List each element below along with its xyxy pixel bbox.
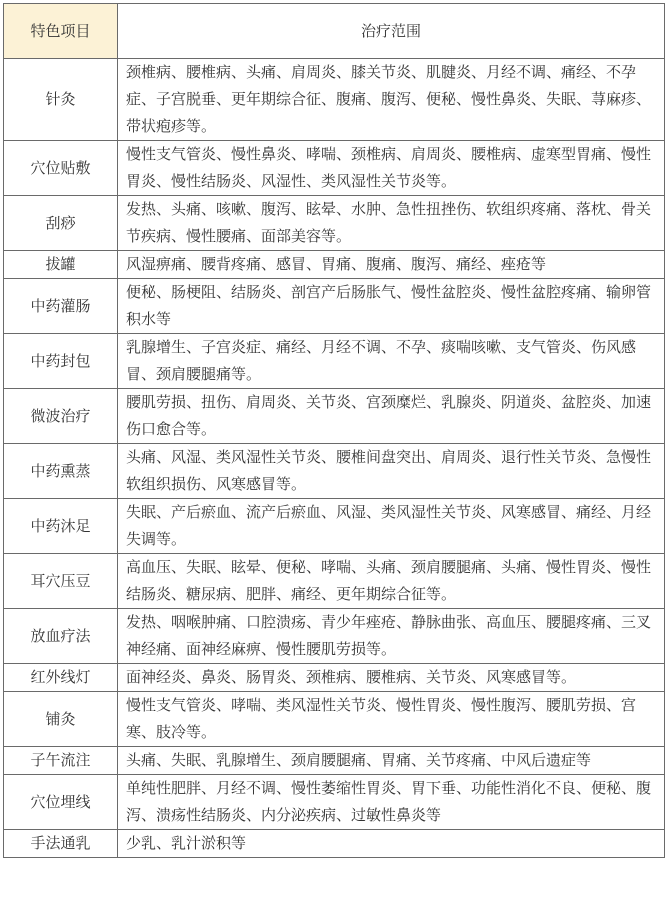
table-row: [4, 609, 665, 664]
table-row: [4, 279, 665, 334]
table-row: [4, 59, 665, 141]
header-treatment-scope: 治疗范围: [118, 4, 665, 59]
project-name-cell: 铺灸: [4, 692, 118, 747]
treatment-scope-cell: 发热、头痛、咳嗽、腹泻、眩晕、水肿、急性扭挫伤、软组织疼痛、落枕、骨关节疾病、慢性腰痛、面部美容等。: [118, 196, 665, 251]
project-name-cell: 中药沐足: [4, 499, 118, 554]
treatment-scope-cell: 慢性支气管炎、慢性鼻炎、哮喘、颈椎病、肩周炎、腰椎病、虚寒型胃痛、慢性胃炎、慢性结肠炎、风湿性、类风湿性关节炎等。: [118, 141, 665, 196]
project-name-cell: 针灸: [4, 59, 118, 141]
header-project-name: 特色项目: [4, 4, 118, 59]
project-name-cell: 微波治疗: [4, 389, 118, 444]
table-row: [4, 664, 665, 692]
treatment-scope-cell: 发热、咽喉肿痛、口腔溃疡、青少年痤疮、静脉曲张、高血压、腰腿疼痛、三叉神经痛、面神经麻痹、慢性腰肌劳损等。: [118, 609, 665, 664]
table-row: [4, 444, 665, 499]
table-row: [4, 830, 665, 858]
project-name-cell: 耳穴压豆: [4, 554, 118, 609]
table-row: [4, 554, 665, 609]
project-name-cell: 穴位贴敷: [4, 141, 118, 196]
treatment-scope-cell: 腰肌劳损、扭伤、肩周炎、关节炎、宫颈糜烂、乳腺炎、阴道炎、盆腔炎、加速伤口愈合等。: [118, 389, 665, 444]
treatment-scope-cell: 便秘、肠梗阻、结肠炎、剖宫产后肠胀气、慢性盆腔炎、慢性盆腔疼痛、输卵管积水等: [118, 279, 665, 334]
table-row: [4, 251, 665, 279]
project-name-cell: 中药封包: [4, 334, 118, 389]
treatment-scope-cell: 头痛、风湿、类风湿性关节炎、腰椎间盘突出、肩周炎、退行性关节炎、急慢性软组织损伤、风寒感冒等。: [118, 444, 665, 499]
table-row: [4, 196, 665, 251]
table-row: [4, 775, 665, 830]
treatment-scope-cell: 颈椎病、腰椎病、头痛、肩周炎、膝关节炎、肌腱炎、月经不调、痛经、不孕症、子宫脱垂、更年期综合征、腹痛、腹泻、便秘、慢性鼻炎、失眠、荨麻疹、带状疱疹等。: [118, 59, 665, 141]
treatment-scope-cell: 慢性支气管炎、哮喘、类风湿性关节炎、慢性胃炎、慢性腹泻、腰肌劳损、宫寒、肢冷等。: [118, 692, 665, 747]
project-name-cell: 中药熏蒸: [4, 444, 118, 499]
project-name-cell: 拔罐: [4, 251, 118, 279]
project-name-cell: 中药灌肠: [4, 279, 118, 334]
project-name-cell: 放血疗法: [4, 609, 118, 664]
project-name-cell: 穴位埋线: [4, 775, 118, 830]
table-row: [4, 141, 665, 196]
table-row: [4, 692, 665, 747]
treatment-scope-cell: 风湿痹痛、腰背疼痛、感冒、胃痛、腹痛、腹泻、痛经、痤疮等: [118, 251, 665, 279]
treatment-scope-cell: 单纯性肥胖、月经不调、慢性萎缩性胃炎、胃下垂、功能性消化不良、便秘、腹泻、溃疡性结肠炎、内分泌疾病、过敏性鼻炎等: [118, 775, 665, 830]
table-row: [4, 389, 665, 444]
treatment-scope-cell: 失眠、产后瘀血、流产后瘀血、风湿、类风湿性关节炎、风寒感冒、痛经、月经失调等。: [118, 499, 665, 554]
project-name-cell: 刮痧: [4, 196, 118, 251]
treatment-scope-cell: 面神经炎、鼻炎、肠胃炎、颈椎病、腰椎病、关节炎、风寒感冒等。: [118, 664, 665, 692]
treatment-table: [3, 3, 665, 858]
table-header-row: [4, 4, 665, 59]
project-name-cell: 手法通乳: [4, 830, 118, 858]
treatment-scope-cell: 少乳、乳汁淤积等: [118, 830, 665, 858]
project-name-cell: 红外线灯: [4, 664, 118, 692]
table-row: [4, 334, 665, 389]
treatment-scope-cell: 乳腺增生、子宫炎症、痛经、月经不调、不孕、痰喘咳嗽、支气管炎、伤风感冒、颈肩腰腿痛等。: [118, 334, 665, 389]
table-row: [4, 499, 665, 554]
table-row: [4, 747, 665, 775]
treatment-scope-cell: 头痛、失眠、乳腺增生、颈肩腰腿痛、胃痛、关节疼痛、中风后遗症等: [118, 747, 665, 775]
project-name-cell: 子午流注: [4, 747, 118, 775]
treatment-scope-cell: 高血压、失眠、眩晕、便秘、哮喘、头痛、颈肩腰腿痛、头痛、慢性胃炎、慢性结肠炎、糖尿病、肥胖、痛经、更年期综合征等。: [118, 554, 665, 609]
